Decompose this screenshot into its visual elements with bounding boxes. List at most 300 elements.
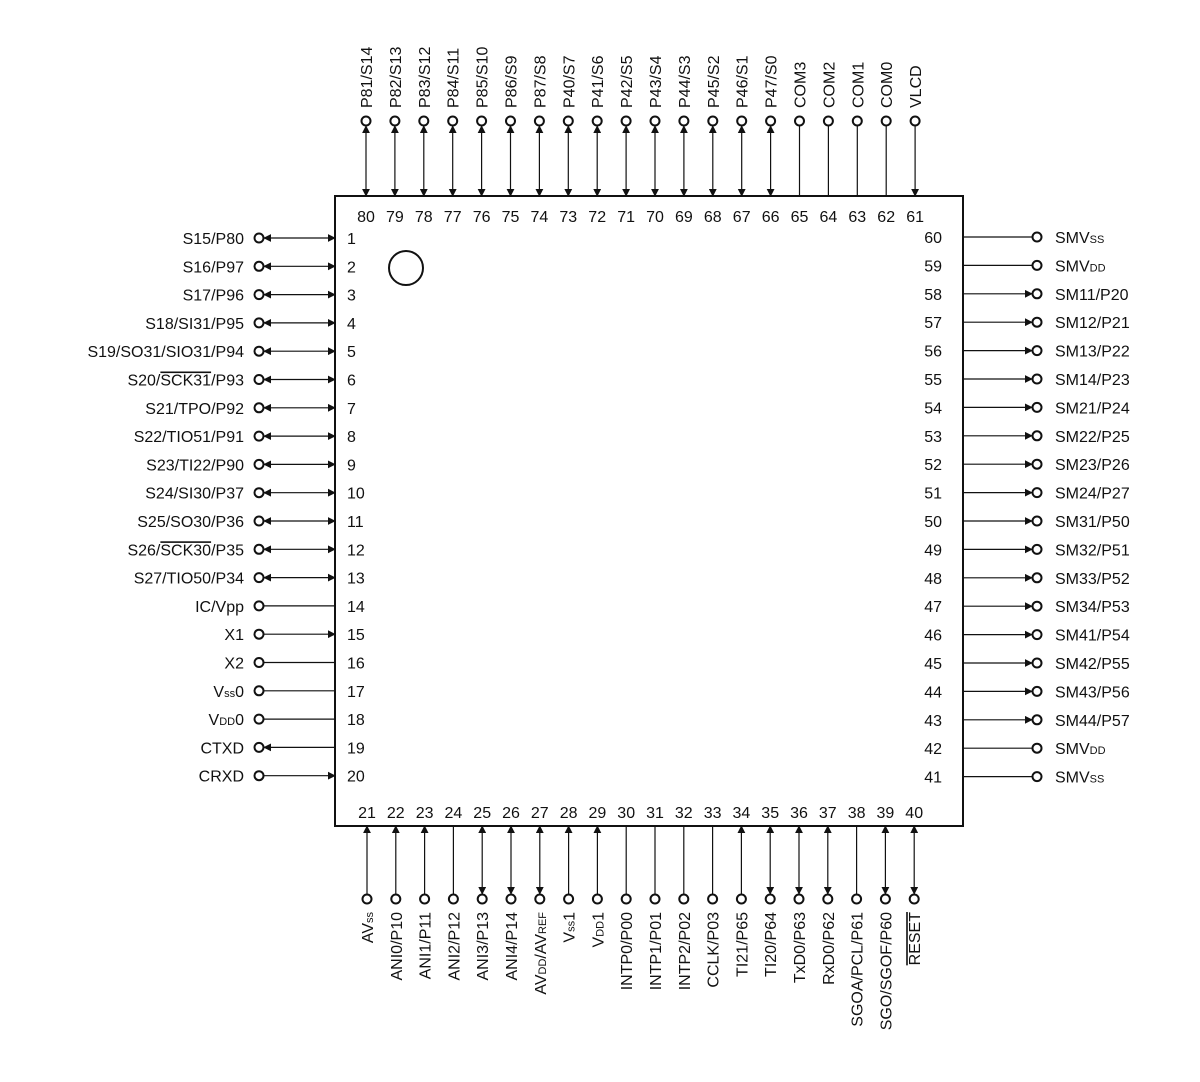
pin-1 bbox=[183, 231, 356, 248]
pin-24-label: ANI2/P12 bbox=[446, 912, 464, 981]
pin-43-terminal bbox=[1033, 715, 1042, 724]
pin-46-number: 46 bbox=[924, 627, 942, 645]
pin-41-label: SMVSS bbox=[1055, 769, 1105, 787]
pin-32 bbox=[675, 805, 694, 990]
pin-20 bbox=[199, 769, 365, 786]
pin-41-terminal bbox=[1033, 772, 1042, 781]
pin-62 bbox=[877, 62, 896, 226]
pin-15-number: 15 bbox=[347, 627, 365, 645]
pin-59-number: 59 bbox=[924, 258, 942, 276]
pin-63-number: 63 bbox=[848, 209, 867, 226]
pin-62-terminal bbox=[882, 117, 891, 126]
pin-42-label: SMVDD bbox=[1055, 741, 1106, 759]
pin-18-terminal bbox=[255, 715, 264, 724]
pin-40 bbox=[905, 805, 924, 965]
pin-43 bbox=[924, 713, 1130, 730]
pin-66 bbox=[762, 55, 781, 226]
pin-17-label: Vss0 bbox=[213, 683, 244, 701]
pin-19 bbox=[200, 740, 364, 757]
pin-21-label: AVss bbox=[360, 912, 377, 944]
pin-61-label: VLCD bbox=[908, 65, 926, 108]
pin-51-number: 51 bbox=[924, 485, 942, 503]
pin-15-label: X1 bbox=[224, 627, 244, 645]
pin-23-number: 23 bbox=[415, 805, 434, 822]
pin-37 bbox=[819, 805, 838, 985]
pin-8-number: 8 bbox=[347, 429, 356, 447]
pin-69-label: P44/S3 bbox=[676, 55, 694, 108]
pin-35-terminal bbox=[766, 895, 775, 904]
pin-37-label: RxD0/P62 bbox=[820, 912, 838, 985]
pin-27-terminal bbox=[535, 895, 544, 904]
pin-61-number: 61 bbox=[906, 209, 924, 226]
pin-21-number: 21 bbox=[358, 805, 376, 822]
pin-26-terminal bbox=[507, 895, 516, 904]
pin-15 bbox=[224, 627, 364, 644]
pin-11-label: S25/SO30/P36 bbox=[137, 514, 244, 531]
pin-23-label: ANI1/P11 bbox=[417, 912, 435, 980]
pin-3-label: S17/P96 bbox=[182, 287, 244, 305]
pin-7-number: 7 bbox=[347, 400, 356, 418]
pin-56-terminal bbox=[1033, 346, 1042, 355]
pin-25 bbox=[473, 805, 492, 980]
pin-29-label: VDD1 bbox=[590, 912, 608, 948]
pin-4 bbox=[145, 316, 356, 333]
pin-75-terminal bbox=[506, 117, 515, 126]
pin-60-number: 60 bbox=[924, 230, 942, 247]
pin-70-terminal bbox=[651, 117, 660, 126]
pin-38-number: 38 bbox=[847, 805, 866, 822]
pin-64 bbox=[820, 62, 839, 226]
pin-59-terminal bbox=[1033, 261, 1042, 270]
pin-53 bbox=[924, 429, 1130, 446]
pin-22-label: ANI0/P10 bbox=[388, 912, 406, 981]
pin-31-number: 31 bbox=[646, 805, 664, 822]
pin-57-number: 57 bbox=[924, 315, 942, 333]
pin-76-label: P85/S10 bbox=[474, 46, 492, 108]
pin-74-number: 74 bbox=[530, 209, 549, 226]
pin-9-number: 9 bbox=[347, 457, 356, 475]
pin-61-terminal bbox=[911, 117, 920, 126]
pin-44-terminal bbox=[1033, 687, 1042, 696]
pin-50-number: 50 bbox=[924, 514, 942, 531]
pin-12 bbox=[127, 542, 364, 559]
pin-11 bbox=[137, 514, 363, 531]
pin-57-terminal bbox=[1033, 318, 1042, 327]
pin-47-number: 47 bbox=[924, 599, 942, 617]
pin-53-terminal bbox=[1033, 431, 1042, 440]
pin-80-number: 80 bbox=[357, 209, 375, 226]
pin-2-label: S16/P97 bbox=[182, 259, 244, 277]
pin-67-number: 67 bbox=[732, 209, 751, 226]
pin-13-terminal bbox=[255, 573, 264, 582]
pin-16-label: X2 bbox=[224, 655, 244, 673]
pin-59 bbox=[924, 258, 1105, 275]
pin-35-number: 35 bbox=[761, 805, 780, 822]
pin-62-number: 62 bbox=[877, 209, 896, 226]
pin-66-label: P47/S0 bbox=[763, 55, 781, 108]
pin-57 bbox=[924, 315, 1130, 332]
pin-30-label: INTP0/P00 bbox=[619, 912, 637, 991]
pin-80 bbox=[357, 47, 376, 226]
pin-10 bbox=[145, 486, 365, 503]
pin-72-number: 72 bbox=[588, 209, 607, 226]
pin-53-number: 53 bbox=[924, 428, 942, 446]
pin-48-label: SM33/P52 bbox=[1055, 570, 1130, 588]
pin-51-label: SM24/P27 bbox=[1055, 485, 1130, 503]
pin-17-number: 17 bbox=[347, 683, 365, 701]
pin-34-number: 34 bbox=[732, 805, 751, 822]
pin-4-number: 4 bbox=[347, 315, 356, 333]
pin-54-number: 54 bbox=[924, 400, 942, 418]
pin-58-terminal bbox=[1033, 289, 1042, 298]
pin-38-label: SGOA/PCL/P61 bbox=[849, 912, 867, 1027]
pin-79-label: P82/S13 bbox=[387, 46, 405, 108]
pin-39-number: 39 bbox=[876, 805, 895, 822]
pin-72-terminal bbox=[593, 117, 602, 126]
pin-75-label: P86/S9 bbox=[503, 55, 521, 108]
pin-36-terminal bbox=[795, 895, 804, 904]
pin-25-label: ANI3/P13 bbox=[475, 912, 493, 981]
pin-29-number: 29 bbox=[588, 805, 607, 822]
pin-24 bbox=[445, 805, 464, 980]
pin-60-terminal bbox=[1033, 233, 1042, 242]
pin-4-terminal bbox=[255, 318, 264, 327]
pin-78-label: P83/S12 bbox=[416, 46, 434, 108]
pin-80-terminal bbox=[362, 117, 371, 126]
pin-32-number: 32 bbox=[674, 805, 693, 822]
pin-10-label: S24/SI30/P37 bbox=[145, 485, 244, 503]
pin-69-terminal bbox=[679, 117, 688, 126]
pin-59-label: SMVDD bbox=[1055, 258, 1106, 276]
pin-38 bbox=[848, 805, 867, 1027]
pin-64-terminal bbox=[824, 117, 833, 126]
pin-71-number: 71 bbox=[617, 209, 635, 226]
pin-34-label: TI21/P65 bbox=[734, 912, 752, 977]
pin-74-terminal bbox=[535, 117, 544, 126]
pin-36 bbox=[790, 805, 809, 983]
pin-78-terminal bbox=[419, 117, 428, 126]
pin-48-number: 48 bbox=[924, 570, 942, 588]
pin-14-label: IC/Vpp bbox=[195, 598, 244, 616]
pin-36-number: 36 bbox=[790, 805, 808, 822]
pin-51-terminal bbox=[1033, 488, 1042, 497]
pin-33-label: CCLK/P03 bbox=[705, 912, 723, 988]
pin-73-terminal bbox=[564, 117, 573, 126]
chip-package-outline bbox=[335, 196, 963, 826]
pin-14-number: 14 bbox=[347, 598, 365, 616]
pin-76 bbox=[473, 47, 492, 226]
pin-24-terminal bbox=[449, 895, 458, 904]
pin-70 bbox=[646, 55, 665, 226]
pin-77-label: P84/S11 bbox=[445, 47, 463, 108]
pin-34 bbox=[733, 805, 752, 977]
pins-layer bbox=[87, 47, 1129, 1031]
pin-16-number: 16 bbox=[347, 655, 365, 673]
pin-19-label: CTXD bbox=[200, 740, 244, 758]
pin-17-terminal bbox=[255, 686, 264, 695]
pin-60 bbox=[924, 230, 1104, 247]
pin-37-number: 37 bbox=[818, 805, 837, 822]
pin-29-terminal bbox=[593, 895, 602, 904]
pin-52-label: SM23/P26 bbox=[1055, 457, 1130, 475]
pin-67 bbox=[733, 55, 752, 226]
pin-67-terminal bbox=[737, 117, 746, 126]
pin-71 bbox=[617, 55, 636, 226]
pin-57-label: SM12/P21 bbox=[1055, 315, 1130, 333]
pin-13-number: 13 bbox=[347, 570, 365, 588]
pin-49 bbox=[924, 542, 1130, 559]
pin-32-terminal bbox=[679, 895, 688, 904]
pin-48-terminal bbox=[1033, 573, 1042, 582]
pin-13 bbox=[134, 571, 365, 588]
pin-23-terminal bbox=[420, 895, 429, 904]
pin-45-terminal bbox=[1033, 659, 1042, 668]
pin-3 bbox=[183, 288, 356, 305]
pin-63-terminal bbox=[853, 117, 862, 126]
pin-33 bbox=[704, 805, 723, 988]
pin-13-label: S27/TIO50/P34 bbox=[133, 570, 244, 588]
pin-35 bbox=[761, 805, 780, 977]
pin-44 bbox=[924, 684, 1130, 701]
pin-55-label: SM14/P23 bbox=[1055, 372, 1130, 389]
pin-9-label: S23/TI22/P90 bbox=[146, 457, 244, 475]
pin-34-terminal bbox=[737, 895, 746, 904]
pin-36-label: TxD0/P63 bbox=[792, 912, 809, 984]
pin-38-terminal bbox=[852, 895, 861, 904]
pin-22-number: 22 bbox=[386, 805, 405, 822]
pin-50-label: SM31/P50 bbox=[1055, 514, 1130, 531]
pin-1-label: S15/P80 bbox=[182, 231, 244, 248]
pin-2 bbox=[183, 259, 356, 276]
pin-4-label: S18/SI31/P95 bbox=[145, 315, 244, 333]
pin-40-number: 40 bbox=[905, 805, 924, 822]
pin-77-terminal bbox=[448, 117, 457, 126]
pin-65 bbox=[791, 62, 810, 226]
pin-31-label: INTP1/P01 bbox=[648, 912, 665, 991]
pin-18-label: VDD0 bbox=[208, 712, 244, 730]
pin-46-terminal bbox=[1033, 630, 1042, 639]
pin-40-terminal bbox=[910, 895, 919, 904]
pin-17 bbox=[213, 684, 364, 701]
pin-47 bbox=[924, 599, 1130, 616]
pin-79-terminal bbox=[390, 117, 399, 126]
pin-53-label: SM22/P25 bbox=[1055, 428, 1130, 446]
pin-14 bbox=[195, 599, 365, 616]
pin-39-label: SGO/SGOF/P60 bbox=[878, 912, 896, 1031]
pin-46-label: SM41/P54 bbox=[1055, 627, 1130, 645]
pin-24-number: 24 bbox=[444, 805, 463, 822]
pin-19-terminal bbox=[255, 743, 264, 752]
pin-75-number: 75 bbox=[501, 209, 520, 226]
pin-49-terminal bbox=[1033, 545, 1042, 554]
pin-56 bbox=[924, 344, 1130, 361]
pin-46 bbox=[924, 628, 1130, 645]
pin-8-label: S22/TIO51/P91 bbox=[133, 429, 244, 447]
pin-6 bbox=[127, 373, 356, 390]
pin-55 bbox=[924, 372, 1130, 389]
pin-20-terminal bbox=[255, 771, 264, 780]
pin-63-label: COM1 bbox=[850, 61, 868, 108]
pin-65-terminal bbox=[795, 117, 804, 126]
pin-26-number: 26 bbox=[502, 805, 520, 822]
pin-14-terminal bbox=[255, 601, 264, 610]
pin-11-terminal bbox=[255, 517, 264, 526]
pin-16-terminal bbox=[255, 658, 264, 667]
pin-61 bbox=[906, 65, 925, 226]
pin-3-terminal bbox=[255, 290, 264, 299]
pin-68 bbox=[704, 55, 723, 226]
pin-74-label: P87/S8 bbox=[532, 55, 550, 108]
pin-54-terminal bbox=[1033, 403, 1042, 412]
pin-50 bbox=[924, 514, 1130, 531]
pin-25-terminal bbox=[478, 895, 487, 904]
pin-5 bbox=[87, 344, 356, 361]
pin-30 bbox=[617, 805, 636, 990]
pin-42-number: 42 bbox=[924, 741, 942, 759]
pin-42-terminal bbox=[1033, 744, 1042, 753]
pin-52-number: 52 bbox=[924, 457, 942, 475]
pin-78-number: 78 bbox=[414, 209, 433, 226]
pin-10-number: 10 bbox=[347, 485, 365, 503]
pin-47-terminal bbox=[1033, 602, 1042, 611]
pin-6-label: S20/SCK31/P93 bbox=[127, 372, 244, 390]
pin-68-terminal bbox=[708, 117, 717, 126]
pin-51 bbox=[924, 486, 1130, 503]
pin-73-number: 73 bbox=[559, 209, 578, 226]
pin-66-terminal bbox=[766, 117, 775, 126]
pin-76-number: 76 bbox=[472, 209, 491, 226]
pin-52-terminal bbox=[1033, 460, 1042, 469]
pin-65-number: 65 bbox=[790, 209, 809, 226]
pin-8-terminal bbox=[255, 432, 264, 441]
pin-54-label: SM21/P24 bbox=[1055, 400, 1130, 418]
pin-72-label: P41/S6 bbox=[590, 55, 608, 108]
pin-11-number: 11 bbox=[347, 514, 364, 531]
pin-70-label: P43/S4 bbox=[648, 55, 665, 108]
pin-33-terminal bbox=[708, 895, 717, 904]
pin-67-label: P46/S1 bbox=[734, 55, 752, 108]
pin-64-label: COM2 bbox=[821, 61, 839, 108]
pin-58-label: SM11/P20 bbox=[1055, 286, 1129, 304]
pin-15-terminal bbox=[255, 630, 264, 639]
pin-80-label: P81/S14 bbox=[359, 46, 376, 108]
pin-77 bbox=[444, 48, 463, 226]
pin-35-label: TI20/P64 bbox=[763, 912, 781, 977]
pin-31-terminal bbox=[651, 895, 660, 904]
pin-9 bbox=[146, 457, 356, 474]
pin-5-terminal bbox=[255, 347, 264, 356]
pin-70-number: 70 bbox=[646, 209, 664, 226]
pin-41 bbox=[924, 770, 1104, 787]
pin-9-terminal bbox=[255, 460, 264, 469]
pin-45-number: 45 bbox=[924, 656, 942, 673]
pin-65-label: COM3 bbox=[792, 61, 810, 108]
pin-28-label: Vss1 bbox=[561, 912, 579, 943]
pin-64-number: 64 bbox=[819, 209, 838, 226]
pin-50-terminal bbox=[1033, 517, 1042, 526]
pin-73 bbox=[559, 55, 578, 226]
pin-71-terminal bbox=[622, 117, 631, 126]
pin-2-terminal bbox=[255, 262, 264, 271]
pin-56-number: 56 bbox=[924, 343, 942, 361]
pin-66-number: 66 bbox=[761, 209, 780, 226]
pin-77-number: 77 bbox=[443, 209, 462, 226]
pin-43-label: SM44/P57 bbox=[1055, 712, 1130, 730]
pin-2-number: 2 bbox=[347, 259, 356, 277]
pin-68-label: P45/S2 bbox=[705, 55, 723, 108]
pin-73-label: P40/S7 bbox=[561, 55, 579, 108]
pin-49-number: 49 bbox=[924, 542, 942, 560]
pin-30-terminal bbox=[622, 895, 631, 904]
pin-10-terminal bbox=[255, 488, 264, 497]
pin-55-number: 55 bbox=[924, 372, 942, 389]
pin-37-terminal bbox=[823, 895, 832, 904]
pin-69 bbox=[675, 55, 694, 226]
pin-62-label: COM0 bbox=[879, 61, 897, 108]
pin-63 bbox=[848, 62, 867, 226]
pin-69-number: 69 bbox=[675, 209, 693, 226]
pin-72 bbox=[588, 55, 607, 226]
pin-33-number: 33 bbox=[703, 805, 722, 822]
pin-41-number: 41 bbox=[924, 769, 942, 787]
pin-25-number: 25 bbox=[473, 805, 492, 822]
pin-58 bbox=[924, 287, 1128, 304]
pin-42 bbox=[924, 741, 1105, 758]
pin-16 bbox=[224, 656, 364, 673]
pin-6-terminal bbox=[255, 375, 264, 384]
pin-26 bbox=[502, 805, 521, 980]
pin-71-label: P42/S5 bbox=[619, 55, 637, 108]
pin-18 bbox=[209, 712, 365, 729]
pin-18-number: 18 bbox=[347, 712, 365, 730]
pin-26-label: ANI4/P14 bbox=[504, 912, 521, 981]
pin-40-label: RESET bbox=[907, 912, 925, 966]
pin-54 bbox=[924, 400, 1130, 417]
pin-43-number: 43 bbox=[924, 712, 942, 730]
pin-39 bbox=[877, 805, 896, 1030]
pin-12-terminal bbox=[255, 545, 264, 554]
pin-12-label: S26/SCK30/P35 bbox=[127, 542, 244, 560]
pin-31 bbox=[646, 805, 665, 990]
pin1-index-mark bbox=[389, 251, 423, 285]
pin-27-number: 27 bbox=[530, 805, 549, 822]
pin-27 bbox=[531, 805, 550, 995]
pin-44-number: 44 bbox=[924, 684, 942, 702]
pin-27-label: AVDD/AVREF bbox=[532, 912, 550, 995]
pin-68-number: 68 bbox=[703, 209, 722, 226]
pin-22-terminal bbox=[391, 895, 400, 904]
pin-78 bbox=[415, 47, 434, 226]
pin-76-terminal bbox=[477, 117, 486, 126]
pin-74 bbox=[531, 55, 550, 226]
pin-28-number: 28 bbox=[559, 805, 578, 822]
pin-52 bbox=[924, 457, 1130, 474]
pin-8 bbox=[134, 429, 356, 446]
pin-20-label: CRXD bbox=[198, 768, 244, 786]
pin-58-number: 58 bbox=[924, 286, 942, 304]
pin-60-label: SMVSS bbox=[1055, 230, 1105, 247]
pin-45 bbox=[924, 656, 1130, 673]
pin-79 bbox=[386, 47, 405, 226]
pin-19-number: 19 bbox=[347, 740, 365, 758]
pin-75 bbox=[502, 55, 521, 226]
pin-22 bbox=[387, 805, 406, 980]
pin-5-label: S19/SO31/SIO31/P94 bbox=[87, 344, 244, 362]
pin-28-terminal bbox=[564, 895, 573, 904]
pin-45-label: SM42/P55 bbox=[1055, 656, 1130, 673]
pin-5-number: 5 bbox=[347, 344, 356, 362]
pin-3-number: 3 bbox=[347, 287, 356, 305]
